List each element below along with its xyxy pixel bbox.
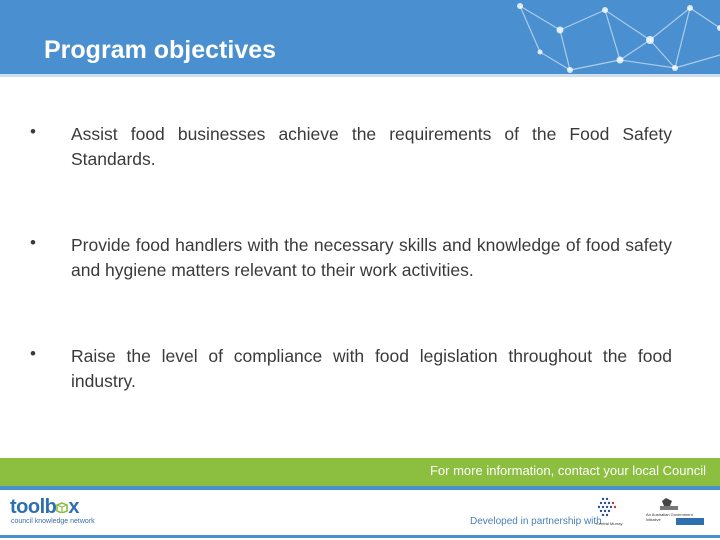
slide-title: Program objectives — [44, 36, 277, 64]
bullet-text: Assist food businesses achieve the requirements of the Food Safety Standards. — [71, 124, 672, 169]
bullet-text: Provide food handlers with the necessary skills and knowledge of food safety and hygiene matters relevant to their work activities. — [71, 235, 672, 280]
bullet-marker: • — [30, 122, 36, 141]
footer-bottom-rule — [0, 535, 720, 538]
slide-footer — [0, 490, 720, 540]
contact-text: For more information, contact your local Council — [429, 463, 706, 478]
bullet-marker: • — [30, 233, 36, 252]
box-icon — [56, 502, 68, 513]
logo-text-prefix: toolb — [10, 496, 57, 518]
central-murray-logo — [594, 496, 624, 525]
logo-text-suffix: x — [68, 496, 79, 518]
bullet-marker: • — [30, 344, 36, 363]
partnership-text: Developed in partnership with — [470, 516, 602, 527]
header-divider — [0, 74, 720, 77]
dot-grid-icon — [594, 496, 624, 520]
slide-header — [0, 0, 720, 74]
toolbox-logo — [10, 496, 79, 519]
partner-logo-caption: Central Murray — [596, 521, 623, 526]
government-initiative-logo — [646, 496, 706, 531]
network-pattern-icon — [420, 0, 720, 74]
bullet-text: Raise the level of compliance with food legislation throughout the food industry. — [71, 346, 672, 391]
partner-logo-caption: An Australian Government Initiative — [646, 512, 693, 522]
logo-tagline: council knowledge network — [11, 518, 95, 525]
contact-banner — [0, 458, 720, 486]
